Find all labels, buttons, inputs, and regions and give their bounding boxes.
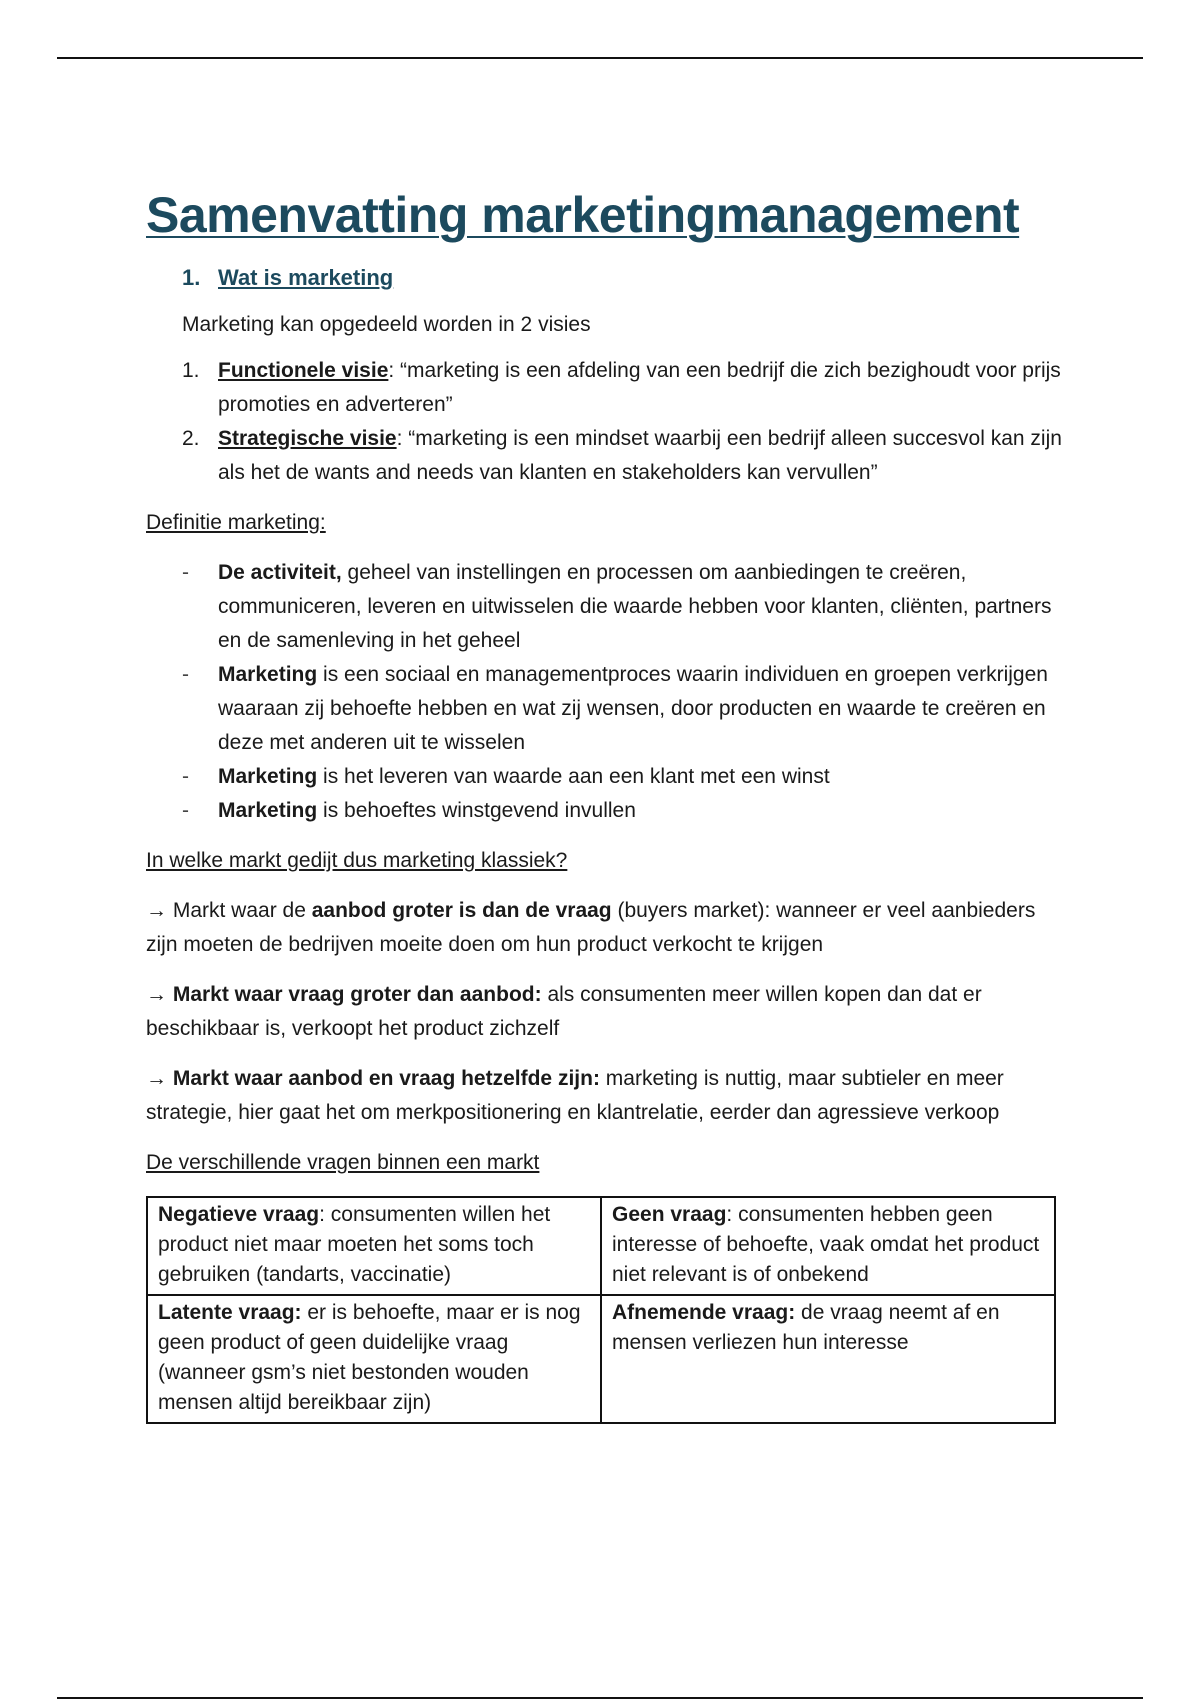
market-paragraph: [146, 978, 1066, 1046]
cell-term: Negatieve vraag: [158, 1203, 320, 1226]
list-item: [218, 658, 1066, 760]
list-number: 2.: [182, 427, 200, 450]
cell-text: : consumenten hebben geen interesse of behoefte, vaak omdat het product niet relevant is of onbekend: [612, 1203, 1040, 1286]
table-cell: [601, 1295, 1055, 1423]
market-term: aanbod groter is dan de vraag: [311, 899, 612, 922]
definition-term: Marketing: [218, 799, 318, 822]
list-number: 1.: [182, 359, 200, 382]
market-text: als consumenten meer willen kopen dan dat er beschikbaar is, verkoopt het product zichzelf: [146, 983, 982, 1040]
market-term: Markt waar vraag groter dan aanbod:: [167, 983, 542, 1006]
arrow-icon: →: [146, 1067, 167, 1090]
definition-text: geheel van instellingen en processen om aanbiedingen te creëren, communiceren, leveren en uitwisselen die waarde hebben voor klanten, cliënten, partners en de samenleving in het geheel: [218, 561, 1052, 652]
markt-heading: In welke markt gedijt dus marketing klassiek?: [146, 849, 568, 872]
cell-text: : consumenten willen het product niet maar moeten het soms toch gebruiken (tandarts, vaccinatie): [158, 1203, 551, 1286]
table-cell: [601, 1197, 1055, 1295]
cell-text: er is behoefte, maar er is nog geen product of geen duidelijke vraag (wanneer gsm’s niet bestonden wouden mensen altijd bereikbaar zijn): [158, 1301, 581, 1414]
market-pre: Markt waar de: [167, 899, 312, 922]
definition-text: is behoeftes winstgevend invullen: [317, 799, 636, 822]
definitions-list: [146, 556, 1066, 828]
list-item: [218, 556, 1066, 658]
arrow-icon: →: [146, 899, 167, 922]
list-item: [218, 760, 1066, 794]
market-text: marketing is nuttig, maar subtieler en meer strategie, hier gaat het om merkpositionering en klantrelatie, eerder dan agressieve verkoop: [146, 1067, 1004, 1124]
table-cell: [147, 1197, 601, 1295]
market-paragraph: [146, 1062, 1066, 1130]
cell-text: de vraag neemt af en mensen verliezen hun interesse: [612, 1301, 1000, 1354]
visions-list: [146, 354, 1066, 490]
definition-term: Marketing: [218, 663, 318, 686]
document-title: Samenvatting marketingmanagement: [146, 187, 1020, 243]
table-cell: [147, 1295, 601, 1423]
arrow-icon: →: [146, 983, 167, 1006]
table-row: [147, 1295, 1055, 1423]
page-bottom-rule: [57, 1697, 1143, 1699]
market-term: Markt waar aanbod en vraag hetzelfde zijn:: [167, 1067, 600, 1090]
definitie-heading: Definitie marketing:: [146, 511, 326, 534]
page-top-rule: [57, 57, 1143, 59]
definition-term: Marketing: [218, 765, 318, 788]
section-heading: [182, 260, 1066, 296]
section-title: Wat is marketing: [218, 265, 394, 290]
definition-text: is het leveren van waarde aan een klant met een winst: [317, 765, 830, 788]
vision-text: : “marketing is een mindset waarbij een bedrijf alleen succesvol kan zijn als het de wants and needs van klanten en stakeholders kan vervullen”: [218, 427, 1062, 484]
definition-text: is een sociaal en managementproces waarin individuen en groepen verkrijgen waaraan zij behoefte hebben en wat zij wensen, door producten en waarde te creëren en deze met anderen uit te wisselen: [218, 663, 1048, 754]
table-row: [147, 1197, 1055, 1295]
market-paragraph: [146, 894, 1066, 962]
intro-text: Marketing kan opgedeeld worden in 2 visies: [182, 313, 591, 336]
vision-text: : “marketing is een afdeling van een bedrijf die zich bezighoudt voor prijs promoties en adverteren”: [218, 359, 1061, 416]
market-text: (buyers market): wanneer er veel aanbieders zijn moeten de bedrijven moeite doen om hun product verkocht te krijgen: [146, 899, 1036, 956]
section-number: 1.: [182, 265, 201, 290]
cell-term: Latente vraag:: [158, 1301, 302, 1324]
cell-term: Afnemende vraag:: [612, 1301, 796, 1324]
list-item: [182, 354, 1066, 422]
vragen-heading: De verschillende vragen binnen een markt: [146, 1151, 540, 1174]
definition-term: De activiteit,: [218, 561, 342, 584]
vision-term: Functionele visie: [218, 359, 389, 382]
cell-term: Geen vraag: [612, 1203, 727, 1226]
document-body: [146, 180, 1066, 1424]
vraag-table: [146, 1196, 1056, 1424]
vision-term: Strategische visie: [218, 427, 397, 450]
list-item: [218, 794, 1066, 828]
list-item: [182, 422, 1066, 490]
